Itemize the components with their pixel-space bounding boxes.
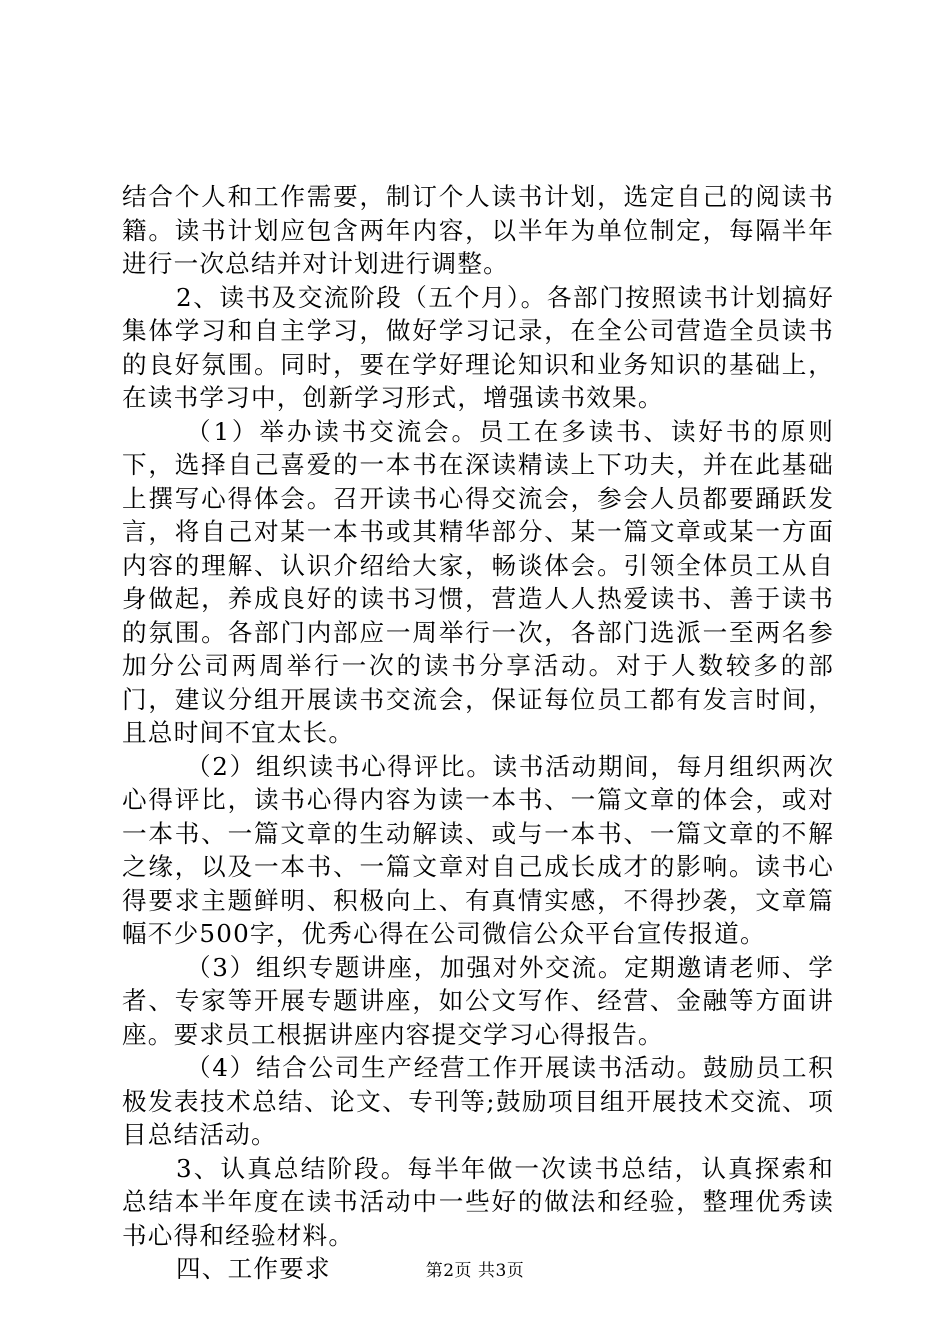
paragraph-reading-plan: 结合个人和工作需要，制订个人读书计划，选定自己的阅读书籍。读书计划应包含两年内容，以半年为单位制定，每隔半年进行一次总结并对计划进行调整。 [122, 182, 834, 278]
paragraph-item-4: （4）结合公司生产经营工作开展读书活动。鼓励员工积极发表技术总结、论文、专刊等;鼓励项目组开展技术交流、项目总结活动。 [122, 1053, 834, 1149]
page-number-footer: 第2页 共3页 [425, 1261, 525, 1281]
paragraph-item-2: （2）组织读书心得评比。读书活动期间，每月组织两次心得评比，读书心得内容为读一本书、一篇文章的体会，或对一本书、一篇文章的生动解读、或与一本书、一篇文章的不解之缘，以及一本书、一篇文章对自己成长成才的影响。读书心得要求主题鲜明、积极向上、有真情实感，不得抄袭，文章篇幅不少500字，优秀心得在公司微信公众平台宣传报道。 [122, 751, 834, 948]
section-heading: 四、工作要求 [176, 1254, 331, 1283]
paragraph-stage-2: 2、读书及交流阶段（五个月）。各部门按照读书计划搞好集体学习和自主学习，做好学习记录，在全公司营造全员读书的良好氛围。同时，要在学好理论知识和业务知识的基础上，在读书学习中，创新学习形式，增强读书效果。 [122, 282, 834, 412]
paragraph-item-1: （1）举办读书交流会。员工在多读书、读好书的原则下，选择自己喜爱的一本书在深读精读上下功夫，并在此基础上撰写心得体会。召开读书心得交流会，参会人员都要踊跃发言，将自己对某一本书或其精华部分、某一篇文章或某一方面内容的理解、认识介绍给大家，畅谈体会。引领全体员工从自身做起，养成良好的读书习惯，营造人人热爱读书、善于读书的氛围。各部门内部应一周举行一次，各部门选派一至两名参加分公司两周举行一次的读书分享活动。对于人数较多的部门，建议分组开展读书交流会，保证每位员工都有发言时间，且总时间不宜太长。 [122, 416, 834, 747]
paragraph-item-3: （3）组织专题讲座，加强对外交流。定期邀请老师、学者、专家等开展专题讲座，如公文写作、经营、金融等方面讲座。要求员工根据讲座内容提交学习心得报告。 [122, 952, 834, 1049]
paragraph-stage-3: 3、认真总结阶段。每半年做一次读书总结，认真探索和总结本半年度在读书活动中一些好的做法和经验，整理优秀读书心得和经验材料。 [122, 1153, 834, 1250]
document-body [122, 180, 834, 1286]
